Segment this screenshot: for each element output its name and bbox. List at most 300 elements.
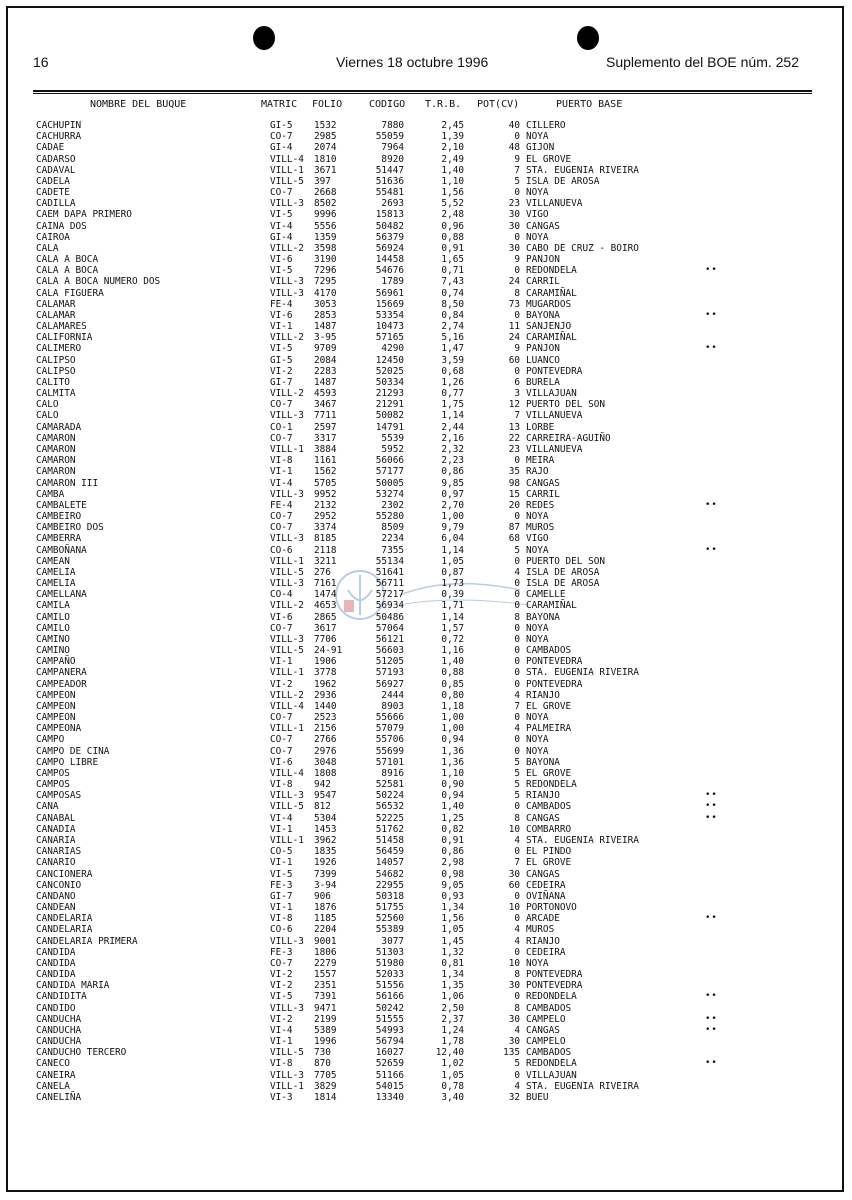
puerto-base: VIGO [526,533,549,545]
codigo: 2234 [381,533,404,545]
folio: 1440 [314,700,337,712]
table-row [0,969,852,980]
codigo: 56927 [375,678,404,690]
codigo: 15669 [375,298,404,310]
potencia: 0 [514,309,520,321]
vessel-name: CALAMAR [36,309,76,321]
puerto-base: NOYA [526,622,549,634]
matricula: VILL-5 [270,566,304,578]
codigo: 56794 [375,1036,404,1048]
table-row [0,801,852,812]
vessel-name: CAMPAÑO [36,656,76,668]
folio: 1876 [314,902,337,914]
folio: 2204 [314,924,337,936]
folio: 2936 [314,689,337,701]
puerto-base: CARRIL [526,488,560,500]
vessel-name: CALO [36,410,59,422]
table-row [0,410,852,421]
trb: 2,98 [441,857,464,869]
puerto-base: VIGO [526,209,549,221]
table-row [0,612,852,623]
puerto-base: NOYA [526,511,549,523]
vessel-name: CAMPEON [36,712,76,724]
potencia: 30 [508,242,520,254]
codigo: 51755 [375,902,404,914]
potencia: 7 [514,164,520,176]
punch-hole-right [577,26,599,50]
vessel-name: CAMELIA [36,578,76,590]
puerto-base: RIANJO [526,689,560,701]
table-row [0,567,852,578]
trb: 1,56 [441,913,464,925]
vessel-name: CAEM DAPA PRIMERO [36,209,132,221]
matricula: VILL-3 [270,410,304,422]
table-row [0,667,852,678]
folio: 4653 [314,600,337,612]
codigo: 16027 [375,1047,404,1059]
puerto-base: NOYA [526,745,549,757]
potencia: 87 [508,522,520,534]
vessel-name: CACHURRA [36,131,82,143]
page-number: 16 [33,54,49,70]
vessel-name: CALA [36,242,59,254]
potencia: 4 [514,689,520,701]
potencia: 7 [514,857,520,869]
puerto-base: CARREIRA-AGUIÑO [526,432,611,444]
trb: 0,86 [441,846,464,858]
potencia: 48 [508,142,520,154]
matricula: VILL-1 [270,835,304,846]
table-row [0,656,852,667]
potencia: 0 [514,913,520,925]
table-row [0,120,852,131]
table-row [0,533,852,544]
matricula: VILL-2 [270,332,304,344]
trb: 0,96 [441,220,464,232]
table-row [0,835,852,846]
puerto-base: PONTEVEDRA [526,365,583,377]
matricula: VI-5 [270,991,293,1003]
codigo: 8920 [381,153,404,165]
trb: 6,04 [441,533,464,545]
folio: 2199 [314,1013,337,1025]
folio: 7711 [314,410,337,422]
trb: 1,78 [441,1036,464,1048]
vessel-name: CADAVAL [36,164,76,176]
table-row [0,1025,852,1036]
matricula: VI-1 [270,466,293,478]
vessel-name: CADILLA [36,198,76,210]
matricula: VILL-5 [270,801,304,813]
matricula: VI-5 [270,343,293,355]
table-row [0,1036,852,1047]
potencia: 6 [514,376,520,388]
vessel-name: CALA FIGUERA [36,287,104,299]
codigo: 22955 [375,879,404,891]
matricula: CO-7 [270,522,293,534]
table-row [0,947,852,958]
trb: 0,84 [441,309,464,321]
vessel-name: CAMARON [36,432,76,444]
trb: 1,71 [441,600,464,612]
matricula: VI-5 [270,265,293,277]
puerto-base: SANJENJO [526,321,572,333]
table-row [0,332,852,343]
trb: 0,91 [441,242,464,254]
folio: 812 [314,801,331,813]
folio: 7296 [314,265,337,277]
table-row [0,176,852,187]
vessel-name: CANEIRA [36,1069,76,1081]
potencia: 0 [514,667,520,679]
potencia: 20 [508,499,520,511]
vessel-name: CACHUPIN [36,120,82,131]
matricula: CO-7 [270,131,293,143]
puerto-base: ARCADE [526,913,560,925]
puerto-base: CABO DE CRUZ - BOIRO [526,242,639,254]
potencia: 0 [514,678,520,690]
trb: 1,39 [441,131,464,143]
puerto-base: CAMBADOS [526,801,572,813]
codigo: 7964 [381,142,404,154]
table-row [0,679,852,690]
table-row [0,254,852,265]
folio: 1808 [314,767,337,779]
folio: 942 [314,779,331,791]
margin-mark: •• [705,309,718,320]
matricula: VI-1 [270,321,293,333]
trb: 0,81 [441,957,464,969]
codigo: 14057 [375,857,404,869]
matricula: VILL-1 [270,667,304,679]
codigo: 54015 [375,1080,404,1092]
codigo: 52659 [375,1058,404,1070]
trb: 1,05 [441,555,464,567]
matricula: VILL-3 [270,935,304,947]
codigo: 8903 [381,700,404,712]
folio: 2084 [314,354,337,366]
vessel-name: CANELA [36,1080,70,1092]
puerto-base: EL GROVE [526,767,572,779]
matricula: FE-4 [270,499,293,511]
table-row [0,232,852,243]
folio: 1835 [314,846,337,858]
table-row [0,355,852,366]
folio: 3317 [314,432,337,444]
puerto-base: VILLAJUAN [526,1069,577,1081]
codigo: 50224 [375,790,404,802]
vessel-name: CAMINO [36,645,70,657]
vessel-name: CAMPO DE CINA [36,745,110,757]
folio: 24-91 [314,645,343,657]
matricula: VI-6 [270,254,293,266]
trb: 2,48 [441,209,464,221]
matricula: VI-4 [270,220,293,232]
folio: 2985 [314,131,337,143]
codigo: 13340 [375,1091,404,1103]
potencia: 0 [514,231,520,243]
matricula: VILL-3 [270,488,304,500]
trb: 2,23 [441,455,464,467]
trb: 2,44 [441,421,464,433]
codigo: 51447 [375,164,404,176]
vessel-name: CADARSO [36,153,76,165]
potencia: 0 [514,633,520,645]
folio: 3829 [314,1080,337,1092]
folio: 2952 [314,511,337,523]
vessel-name: CAMPO LIBRE [36,756,99,768]
puerto-base: NOYA [526,633,549,645]
matricula: CO-6 [270,924,293,936]
trb: 1,02 [441,1058,464,1070]
table-row [0,746,852,757]
puerto-base: PONTEVEDRA [526,656,583,668]
trb: 0,88 [441,667,464,679]
codigo: 51458 [375,835,404,846]
folio: 8502 [314,198,337,210]
trb: 2,45 [441,120,464,131]
table-row [0,321,852,332]
codigo: 8916 [381,767,404,779]
trb: 1,75 [441,399,464,411]
trb: 0,74 [441,287,464,299]
trb: 0,39 [441,589,464,601]
folio: 3-95 [314,332,337,344]
potencia: 5 [514,790,520,802]
vessel-name: CANDIDA [36,946,76,958]
potencia: 12 [508,399,520,411]
codigo: 53274 [375,488,404,500]
codigo: 7880 [381,120,404,131]
folio: 1814 [314,1091,337,1103]
vessel-name: CALO [36,399,59,411]
trb: 0,93 [441,890,464,902]
potencia: 8 [514,1002,520,1014]
table-row [0,589,852,600]
folio: 3053 [314,298,337,310]
codigo: 51205 [375,656,404,668]
matricula: VILL-2 [270,600,304,612]
matricula: CO-7 [270,399,293,411]
matricula: CO-1 [270,421,293,433]
trb: 1,14 [441,410,464,422]
trb: 5,16 [441,332,464,344]
codigo: 50482 [375,220,404,232]
matricula: FE-3 [270,946,293,958]
puerto-base: LUANCO [526,354,560,366]
vessel-name: CAMILO [36,611,70,623]
matricula: VI-3 [270,1091,293,1103]
puerto-base: ISLA DE AROSA [526,566,600,578]
vessel-name: CAMILO [36,622,70,634]
codigo: 57101 [375,756,404,768]
puerto-base: CAMELLE [526,589,566,601]
table-row [0,701,852,712]
table-row [0,444,852,455]
potencia: 4 [514,1024,520,1036]
potencia: 0 [514,801,520,813]
matricula: VI-1 [270,823,293,835]
vessel-name: CANARIA [36,835,76,846]
potencia: 22 [508,432,520,444]
trb: 1,10 [441,175,464,187]
table-row [0,712,852,723]
matricula: VI-4 [270,477,293,489]
vessel-name: CANECO [36,1058,70,1070]
puerto-base: NOYA [526,187,549,199]
folio: 1557 [314,969,337,981]
potencia: 30 [508,980,520,992]
codigo: 51762 [375,823,404,835]
vessel-name: CAMPEON [36,689,76,701]
table-row [0,288,852,299]
col-header-matric: MATRIC [261,99,298,110]
folio: 3884 [314,443,337,455]
trb: 0,71 [441,265,464,277]
table-row [0,556,852,567]
folio: 2668 [314,187,337,199]
vessel-name: CALIMERO [36,343,82,355]
trb: 0,82 [441,823,464,835]
puerto-base: REDES [526,499,555,511]
puerto-base: VILLANUEVA [526,198,583,210]
codigo: 51980 [375,957,404,969]
potencia: 0 [514,131,520,143]
potencia: 0 [514,265,520,277]
vessel-name: CAIROA [36,231,70,243]
codigo: 56603 [375,645,404,657]
trb: 0,87 [441,566,464,578]
matricula: VI-6 [270,309,293,321]
folio: 9996 [314,209,337,221]
vessel-name: CANDELARIA [36,924,93,936]
matricula: CO-7 [270,622,293,634]
potencia: 98 [508,477,520,489]
potencia: 30 [508,209,520,221]
issue-date: Viernes 18 octubre 1996 [336,54,489,70]
potencia: 0 [514,890,520,902]
folio: 870 [314,1058,331,1070]
folio: 1962 [314,678,337,690]
folio: 2279 [314,957,337,969]
puerto-base: NOYA [526,131,549,143]
puerto-base: ISLA DE AROSA [526,175,600,187]
trb: 0,80 [441,689,464,701]
codigo: 55389 [375,924,404,936]
table-row [0,623,852,634]
folio: 9709 [314,343,337,355]
trb: 2,49 [441,153,464,165]
trb: 1,00 [441,511,464,523]
puerto-base: PANJON [526,343,560,355]
vessel-name: CAMARADA [36,421,82,433]
vessel-name: CAMBERRA [36,533,82,545]
trb: 0,78 [441,1080,464,1092]
table-row [0,522,852,533]
potencia: 0 [514,365,520,377]
matricula: VILL-3 [270,1069,304,1081]
vessel-name: CAMPO [36,734,65,746]
vessel-name: CAMBEIRO DOS [36,522,104,534]
codigo: 50005 [375,477,404,489]
table-row [0,600,852,611]
potencia: 4 [514,924,520,936]
table-row [0,936,852,947]
potencia: 4 [514,1080,520,1092]
puerto-base: PALMEIRA [526,723,572,735]
vessel-name: CAMPANERA [36,667,87,679]
folio: 4170 [314,287,337,299]
folio: 276 [314,566,331,578]
puerto-base: CARRIL [526,276,560,288]
vessel-name: CAMBEIRO [36,511,82,523]
codigo: 55280 [375,511,404,523]
matricula: GI-7 [270,890,293,902]
potencia: 0 [514,991,520,1003]
trb: 1,45 [441,935,464,947]
folio: 9952 [314,488,337,500]
vessel-name: CAMBALETE [36,499,87,511]
matricula: VI-2 [270,365,293,377]
potencia: 0 [514,187,520,199]
vessel-name: CANELIÑA [36,1091,82,1103]
codigo: 14458 [375,254,404,266]
table-row [0,958,852,969]
trb: 1,00 [441,712,464,724]
codigo: 2693 [381,198,404,210]
vessel-name: CAMPOS [36,767,70,779]
folio: 1926 [314,857,337,869]
potencia: 68 [508,533,520,545]
puerto-base: NOYA [526,231,549,243]
trb: 0,68 [441,365,464,377]
table-row [0,187,852,198]
puerto-base: REDONDELA [526,1058,577,1070]
potencia: 0 [514,846,520,858]
trb: 1,05 [441,924,464,936]
puerto-base: CAMBADOS [526,645,572,657]
margin-mark: •• [705,1058,718,1069]
potencia: 0 [514,622,520,634]
vessel-name: CAMBA [36,488,65,500]
potencia: 15 [508,488,520,500]
matricula: VI-1 [270,1036,293,1048]
potencia: 60 [508,354,520,366]
vessel-name: CALIFORNIA [36,332,93,344]
folio: 2074 [314,142,337,154]
table-row [0,165,852,176]
matricula: VI-8 [270,913,293,925]
table-row [0,880,852,891]
vessel-name: CAMPEONA [36,723,82,735]
vessel-name: CANDIDO [36,1002,76,1014]
vessel-name: CANARIAS [36,846,82,858]
folio: 2156 [314,723,337,735]
vessel-name: CAMARON [36,455,76,467]
folio: 1161 [314,455,337,467]
puerto-base: REDONDELA [526,991,577,1003]
trb: 1,10 [441,767,464,779]
trb: 1,36 [441,756,464,768]
puerto-base: NOYA [526,957,549,969]
puerto-base: CANGAS [526,868,560,880]
puerto-base: CANGAS [526,1024,560,1036]
codigo: 50082 [375,410,404,422]
folio: 3671 [314,164,337,176]
matricula: VILL-2 [270,388,304,400]
trb: 1,16 [441,645,464,657]
folio: 906 [314,890,331,902]
